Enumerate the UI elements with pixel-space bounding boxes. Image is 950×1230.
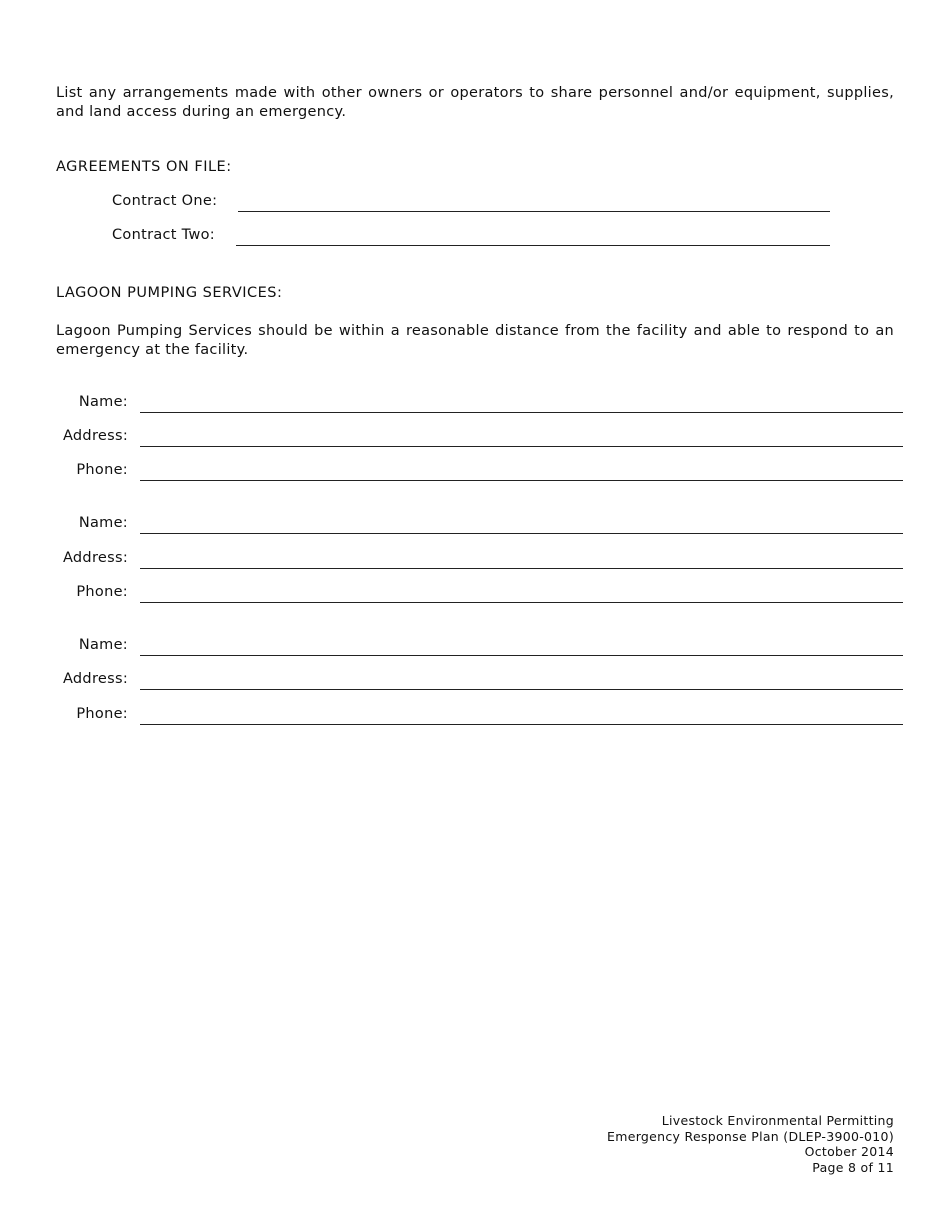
service-3-name-field[interactable] [140,655,903,656]
service-1-phone-row [0,462,950,484]
intro-paragraph: List any arrangements made with other owners or operators to share personnel and/or equipment, supplies, and land access during an emergency. [56,85,894,120]
page-footer [607,1113,894,1175]
phone-label: Phone: [76,584,128,600]
footer-program: Livestock Environmental Permitting [661,1113,894,1128]
name-label: Name: [78,394,128,410]
service-1-name-field[interactable] [140,412,903,413]
name-label: Name: [78,637,128,653]
address-label: Address: [62,550,128,566]
service-3-address-field[interactable] [140,689,903,690]
agreements-heading: AGREEMENTS ON FILE: [56,159,232,175]
name-label: Name: [78,515,128,531]
service-2-address-field[interactable] [140,568,903,569]
service-1-name-row [0,394,950,416]
contract-two-label: Contract Two: [112,227,215,243]
service-1-address-field[interactable] [140,446,903,447]
lagoon-description: Lagoon Pumping Services should be within a reasonable distance from the facility and able to respond to an emergency at the facility. [56,323,894,358]
service-2-name-field[interactable] [140,533,903,534]
contract-one-field[interactable] [238,211,830,212]
footer-document-title: Emergency Response Plan (DLEP-3900-010) [607,1128,894,1144]
lagoon-heading: LAGOON PUMPING SERVICES: [56,285,283,301]
phone-label: Phone: [76,706,128,722]
service-3-phone-row [0,706,950,728]
service-2-address-row [0,550,950,572]
contract-one-label: Contract One: [112,193,218,209]
address-label: Address: [62,671,128,687]
service-3-address-row [0,671,950,693]
service-1-address-row [0,428,950,450]
address-label: Address: [62,428,128,444]
service-3-phone-field[interactable] [140,724,903,725]
footer-date: October 2014 [804,1144,894,1159]
service-2-phone-field[interactable] [140,602,903,603]
footer-page-number: Page 8 of 11 [812,1159,894,1175]
service-3-name-row [0,637,950,659]
contract-two-field[interactable] [236,245,830,246]
service-1-phone-field[interactable] [140,480,903,481]
service-2-phone-row [0,584,950,606]
phone-label: Phone: [76,462,128,478]
service-2-name-row [0,515,950,537]
